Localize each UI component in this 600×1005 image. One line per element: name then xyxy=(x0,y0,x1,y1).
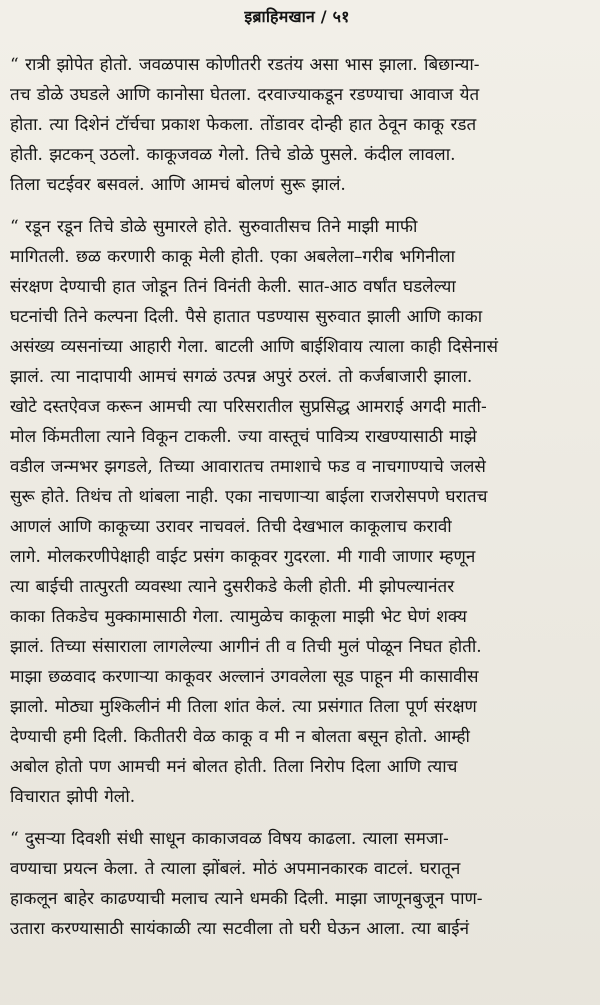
text-line: माझा छळवाद करणाऱ्या काकूवर अल्लानं उगवलेला सूड पाहून मी कासावीस xyxy=(10,667,479,687)
text-line: विचारात झोपी गेलो. xyxy=(10,787,136,807)
text-line: घटनांची तिने कल्पना दिली. पैसे हातात पडण्यास सुरुवात झाली आणि काका xyxy=(10,307,483,327)
text-line: होता. त्या दिशेनं टॉर्चचा प्रकाश फेकला. तोंडावर दोन्ही हात ठेवून काकू रडत xyxy=(10,115,477,135)
text-line: “ रात्री झोपेत होतो. जवळपास कोणीतरी रडतंय असा भास झाला. बिछान्या- xyxy=(10,55,480,75)
text-line: संरक्षण देण्याची हात जोडून तिनं विनंती केली. सात-आठ वर्षांत घडलेल्या xyxy=(10,277,456,297)
text-line: झालं. तिच्या संसाराला लागलेल्या आगीनं ती व तिची मुलं पोळून निघत होती. xyxy=(10,637,482,657)
text-line: उतारा करण्यासाठी सायंकाळी त्या सटवीला तो घरी घेऊन आला. त्या बाईनं xyxy=(10,919,470,939)
text-line: मोल किंमतीला त्याने विकून टाकली. ज्या वास्तूचं पावित्र्य राखण्यासाठी माझे xyxy=(10,427,477,447)
text-line: देण्याची हमी दिली. कितीतरी वेळ काकू व मी न बोलता बसून होतो. आम्ही xyxy=(10,727,470,747)
text-line: आणलं आणि काकूच्या उरावर नाचवलं. तिची देखभाल काकूलाच करावी xyxy=(10,517,452,537)
paragraph-3 xyxy=(10,824,584,944)
text-line: झालं. त्या नादापायी आमचं सगळं उत्पन्न अपुरं ठरलं. तो कर्जबाजारी झाला. xyxy=(10,367,473,387)
running-title: इब्राहिमखान / ५१ xyxy=(244,7,350,26)
text-line: मागितली. छळ करणारी काकू मेली होती. एका अबलेला–गरीब भगिनीला xyxy=(10,247,456,267)
text-line: “ दुसऱ्या दिवशी संधी साधून काकाजवळ विषय काढला. त्याला समजा- xyxy=(10,829,449,849)
paragraph-1 xyxy=(10,50,584,200)
text-line: लागे. मोलकरणीपेक्षाही वाईट प्रसंग काकूवर गुदरला. मी गावी जाणार म्हणून xyxy=(10,547,476,567)
text-line: अबोल होतो पण आमची मनं बोलत होती. तिला निरोप दिला आणि त्याच xyxy=(10,757,458,777)
text-line: हाकलून बाहेर काढण्याची मलाच त्याने धमकी दिली. माझा जाणूनबुजून पाण- xyxy=(10,889,483,909)
text-line: तच डोळे उघडले आणि कानोसा घेतला. दरवाज्याकडून रडण्याचा आवाज येत xyxy=(10,85,480,105)
text-line: खोटे दस्तऐवज करून आमची त्या परिसरातील सुप्रसिद्ध आमराई अगदी माती- xyxy=(10,397,487,417)
text-line: झालो. मोठ्या मुश्किलीनं मी तिला शांत केलं. त्या प्रसंगात तिला पूर्ण संरक्षण xyxy=(10,697,477,717)
paragraph-2 xyxy=(10,212,584,812)
text-line: वडील जन्मभर झगडले, तिच्या आवारातच तमाशाचे फड व नाचगाण्याचे जलसे xyxy=(10,457,486,477)
text-line: काका तिकडेच मुक्कामासाठी गेला. त्यामुळेच काकूला माझी भेट घेणं शक्य xyxy=(10,607,467,627)
text-line: त्या बाईची तात्पुरती व्यवस्था त्याने दुसरीकडे केली होती. मी झोपल्यानंतर xyxy=(10,577,455,597)
text-line: असंख्य व्यसनांच्या आहारी गेला. बाटली आणि बाईशिवाय त्याला काही दिसेनासं xyxy=(10,337,499,357)
text-line: होती. झटकन् उठलो. काकूजवळ गेलो. तिचे डोळे पुसले. कंदील लावला. xyxy=(10,145,456,165)
text-line: तिला चटईवर बसवलं. आणि आमचं बोलणं सुरू झालं. xyxy=(10,175,346,195)
text-line: वण्याचा प्रयत्न केला. ते त्याला झोंबलं. मोठं अपमानकारक वाटलं. घरातून xyxy=(10,859,461,879)
text-line: सुरू होते. तिथंच तो थांबला नाही. एका नाचणाऱ्या बाईला राजरोसपणे घरातच xyxy=(10,487,488,507)
text-line: “ रडून रडून तिचे डोळे सुमारले होते. सुरुवातीसच तिने माझी माफी xyxy=(10,217,418,237)
